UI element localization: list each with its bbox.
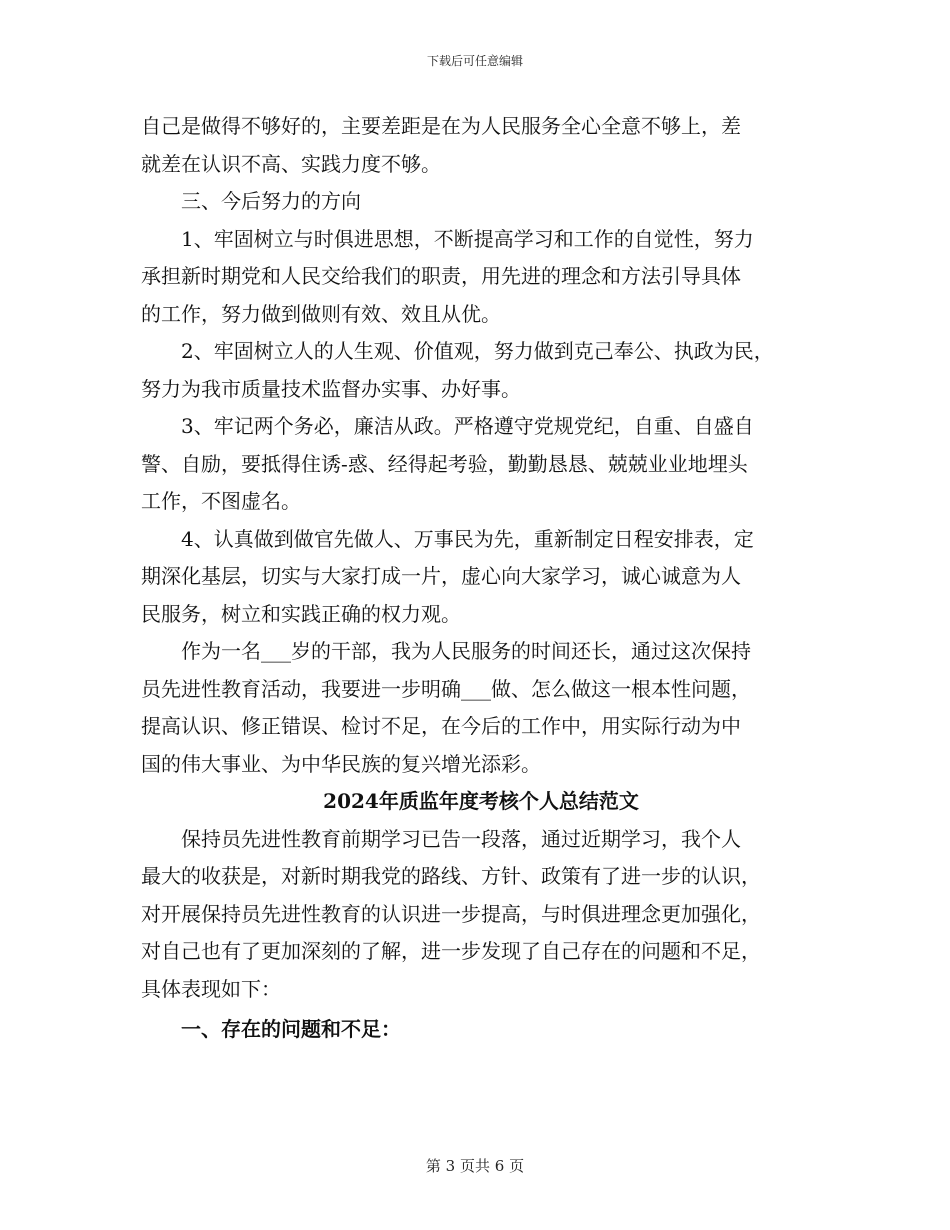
paragraph-line: 最大的收获是，对新时期我党的路线、方针、政策有了进一步的认识， <box>141 864 761 888</box>
paragraph-line: 期深化基层，切实与大家打成一片，虚心向大家学习，诚心诚意为人 <box>141 564 741 588</box>
subheading: 一、存在的问题和不足： <box>141 1017 401 1041</box>
paragraph-line: 4、认真做到做官先做人、万事民为先，重新制定日程安排表，定 <box>141 526 754 551</box>
paragraph-line: 自己是做得不够好的，主要差距是在为人民服务全心全意不够上，差 <box>141 114 741 138</box>
paragraph-line: 保持员先进性教育前期学习已告一段落，通过近期学习，我个人 <box>141 826 741 851</box>
section-heading: 三、今后努力的方向 <box>141 189 361 213</box>
paragraph-line: 对自己也有了更加深刻的了解，进一步发现了自己存在的问题和不足， <box>141 939 761 963</box>
paragraph-line: 作为一名___岁的干部，我为人民服务的时间还长，通过这次保持 <box>141 639 751 663</box>
paragraph-line: 提高认识、修正错误、检讨不足，在今后的工作中，用实际行动为中 <box>141 714 741 738</box>
paragraph-line: 2、牢固树立人的人生观、价值观，努力做到克己奉公、执政为民， <box>141 339 774 363</box>
paragraph-line: 就差在认识不高、实践力度不够。 <box>141 151 441 176</box>
paragraph-line: 3、牢记两个务必，廉洁从政。严格遵守党规党纪，自重、自盛自 <box>141 414 754 438</box>
paragraph-line: 承担新时期党和人民交给我们的职责，用先进的理念和方法引导具体 <box>141 264 741 288</box>
paragraph-line: 具体表现如下： <box>141 976 281 1001</box>
paragraph-line: 努力为我市质量技术监督办实事、办好事。 <box>141 376 521 401</box>
paragraph-line: 员先进性教育活动，我要进一步明确___做、怎么做这一根本性问题， <box>141 676 751 701</box>
paragraph-line: 的工作，努力做到做则有效、效且从优。 <box>141 301 501 326</box>
paragraph-line: 1、牢固树立与时俱进思想，不断提高学习和工作的自觉性，努力 <box>141 226 754 251</box>
document-body <box>141 108 821 1049</box>
paragraph-line: 警、自励，要抵得住诱-惑、经得起考验，勤勤恳恳、兢兢业业地埋头 <box>141 451 748 476</box>
page-footer: 第 3 页共 6 页 <box>425 1157 525 1175</box>
paragraph-line: 国的伟大事业、为中华民族的复兴增光添彩。 <box>141 751 541 776</box>
paragraph-line: 工作，不图虚名。 <box>141 489 301 513</box>
paragraph-line: 民服务，树立和实践正确的权力观。 <box>141 601 461 626</box>
section-title: 2024年质监年度考核个人总结范文 <box>323 789 639 813</box>
page-header: 下载后可任意编辑 <box>426 54 523 68</box>
paragraph-line: 对开展保持员先进性教育的认识进一步提高，与时俱进理念更加强化， <box>141 901 761 926</box>
